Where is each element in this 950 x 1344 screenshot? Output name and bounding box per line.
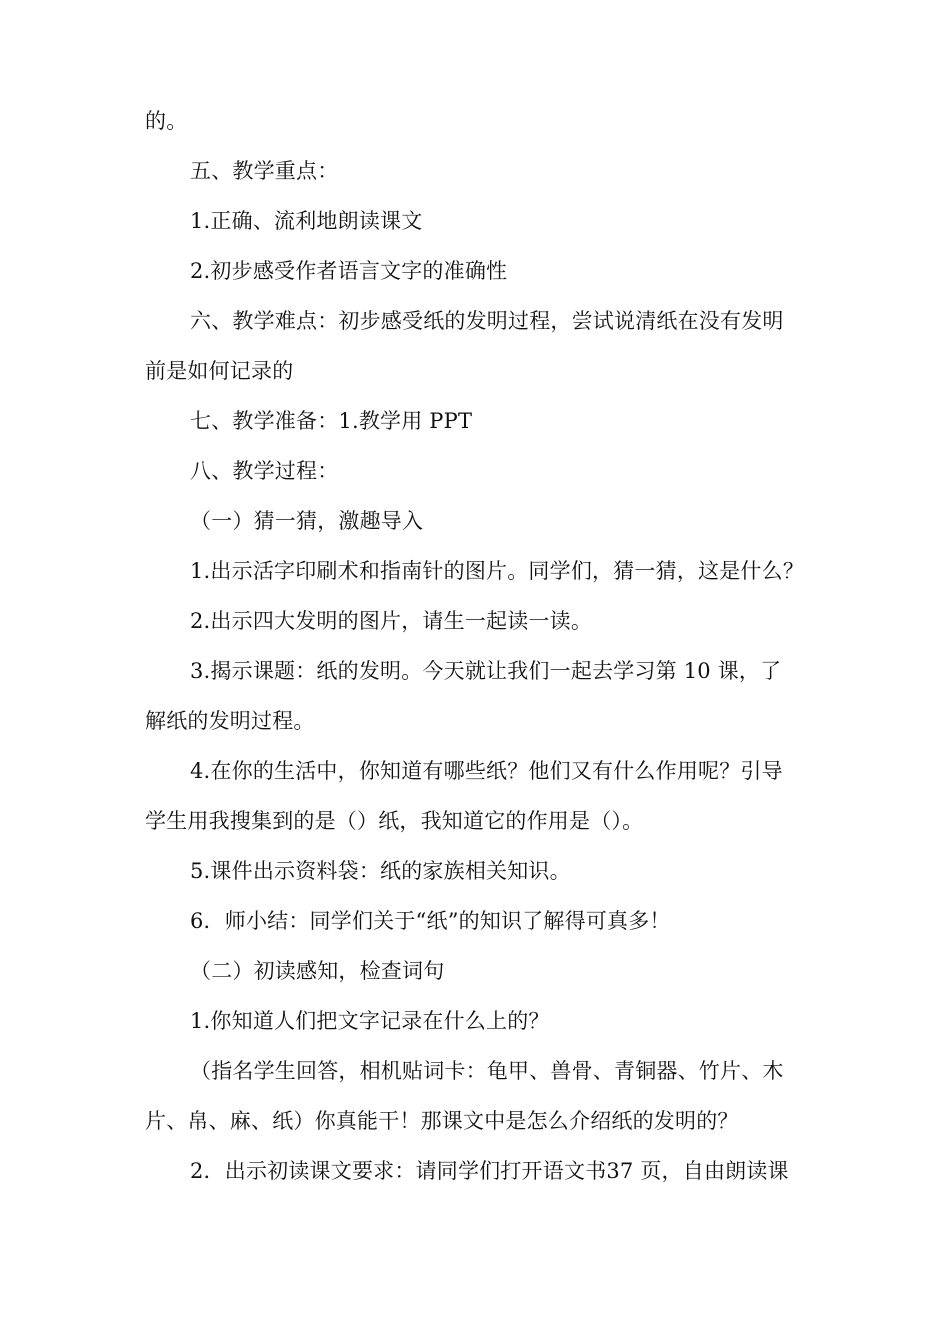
text-line: 前是如何记录的 (145, 359, 294, 383)
text-line: 2．出示初读课文要求：请同学们打开语文书37 页，自由朗读课 (190, 1159, 789, 1183)
text-line: 1.你知道人们把文字记录在什么上的？ (190, 1009, 550, 1033)
text-line: 2.出示四大发明的图片，请生一起读一读。 (190, 609, 593, 633)
text-line: 5.课件出示资料袋：纸的家族相关知识。 (190, 859, 571, 883)
text-line: 6．师小结：同学们关于“纸”的知识了解得可真多！ (190, 909, 671, 933)
text-line: 2.初步感受作者语言文字的准确性 (190, 259, 508, 283)
text-line: 1.出示活字印刷术和指南针的图片。同学们，猜一猜，这是什么？ (190, 559, 805, 583)
text-line: 学生用我搜集到的是（）纸，我知道它的作用是（）。 (145, 809, 644, 833)
text-line: 3.揭示课题：纸的发明。今天就让我们一起去学习第 10 课，了 (190, 659, 782, 683)
section-heading-difficulties: 六、教学难点：初步感受纸的发明过程，尝试说清纸在没有发明 (190, 309, 784, 333)
text-line: 解纸的发明过程。 (145, 709, 315, 733)
section-heading-preparation: 七、教学准备：1.教学用 PPT (190, 409, 473, 433)
text-line: 1.正确、流利地朗读课文 (190, 209, 423, 233)
text-line: （指名学生回答，相机贴词卡：龟甲、兽骨、青铜器、竹片、木 (190, 1059, 784, 1083)
text-line: 4.在你的生活中，你知道有哪些纸？他们又有什么作用呢？引导 (190, 759, 783, 783)
section-heading-process: 八、教学过程： (190, 459, 339, 483)
subsection-heading: （一）猜一猜，激趣导入 (190, 509, 424, 533)
text-line: 片、帛、麻、纸）你真能干！那课文中是怎么介绍纸的发明的？ (145, 1109, 739, 1133)
section-heading-key-points: 五、教学重点： (190, 159, 339, 183)
text-line: 的。 (145, 109, 188, 133)
subsection-heading: （二）初读感知，检查词句 (190, 959, 445, 983)
